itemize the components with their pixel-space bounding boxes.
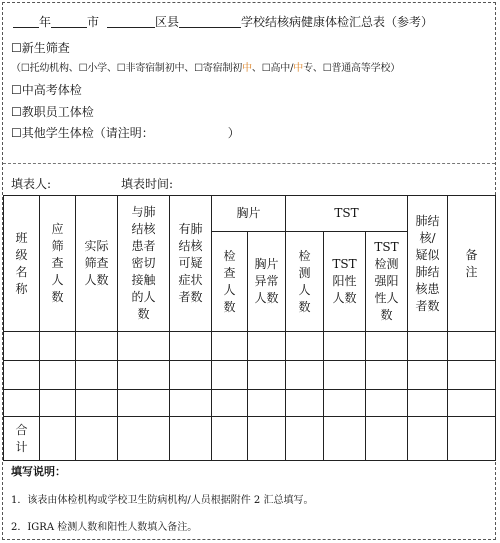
- checkbox-icon[interactable]: ☐: [11, 41, 22, 55]
- table-cell[interactable]: [286, 390, 324, 417]
- city-blank[interactable]: [51, 15, 87, 28]
- header-tst-positive: [324, 232, 366, 332]
- total-label: 合计: [15, 422, 28, 454]
- table-cell[interactable]: [40, 361, 76, 390]
- sub-option-senior-c: 专、: [303, 63, 323, 74]
- header-actual-screen: [76, 196, 118, 332]
- checkbox-icon[interactable]: ☐: [322, 63, 332, 74]
- table-cell[interactable]: [212, 332, 248, 361]
- table-cell[interactable]: [286, 417, 324, 461]
- instruction-item: 2．IGRA 检测人数和阳性人数填入备注。: [11, 522, 198, 533]
- header-tst-strong: [366, 232, 408, 332]
- summary-form: [2, 2, 496, 540]
- school-blank[interactable]: [179, 15, 241, 28]
- table-cell[interactable]: [324, 417, 366, 461]
- table-cell[interactable]: [170, 390, 212, 417]
- option-exam-check[interactable]: [11, 81, 82, 98]
- year-suffix: 年: [39, 15, 52, 29]
- district-suffix: 区县: [155, 15, 180, 29]
- district-blank[interactable]: [107, 15, 155, 28]
- table-cell[interactable]: [118, 332, 170, 361]
- table-cell[interactable]: [76, 417, 118, 461]
- option-close: ）: [227, 126, 240, 140]
- instructions-title: 填写说明：: [11, 465, 66, 478]
- filler-time: [121, 175, 173, 192]
- checkbox-icon[interactable]: ☐: [20, 63, 30, 74]
- table-cell[interactable]: [212, 390, 248, 417]
- header-notes: [448, 196, 496, 332]
- checkbox-icon[interactable]: ☐: [194, 63, 203, 74]
- summary-table: [3, 195, 496, 461]
- table-cell[interactable]: [366, 390, 408, 417]
- option-staff-check[interactable]: [11, 103, 94, 120]
- table-cell[interactable]: [4, 361, 40, 390]
- header-text: 备注: [465, 247, 478, 279]
- total-label-cell: [4, 417, 40, 461]
- table-cell[interactable]: [324, 332, 366, 361]
- table-cell[interactable]: [118, 390, 170, 417]
- table-cell[interactable]: [448, 390, 496, 417]
- header-tb-patients: [408, 196, 448, 332]
- option-label: 教职员工体检: [21, 105, 94, 119]
- checkbox-icon[interactable]: ☐: [261, 63, 271, 74]
- sub-option-college: 普通高等学校）: [331, 63, 401, 74]
- table-cell[interactable]: [118, 361, 170, 390]
- table-cell[interactable]: [4, 332, 40, 361]
- header-tst: [286, 196, 408, 232]
- instruction-item: 1．该表由体检机构或学校卫生防病机构/人员根据附件 2 汇总填写。: [11, 495, 314, 506]
- header-text: 检测强阳性人数: [374, 257, 399, 322]
- table-cell[interactable]: [324, 390, 366, 417]
- table-cell[interactable]: [366, 417, 408, 461]
- table-cell[interactable]: [40, 390, 76, 417]
- table-row: [4, 361, 496, 390]
- table-cell[interactable]: [286, 332, 324, 361]
- header-class-name: [4, 196, 40, 332]
- table-cell[interactable]: [118, 417, 170, 461]
- header-tst-tested: [286, 232, 324, 332]
- header-text: 班级名称: [15, 230, 28, 296]
- sub-option-senior-a: 高中/: [270, 63, 294, 74]
- header-text: 应筛查人数: [51, 222, 64, 304]
- total-row: [4, 417, 496, 461]
- table-cell[interactable]: [40, 417, 76, 461]
- table-cell[interactable]: [286, 361, 324, 390]
- header-suspected: [170, 196, 212, 332]
- header-text: TST: [374, 240, 399, 254]
- header-should-screen: [40, 196, 76, 332]
- table-cell[interactable]: [448, 417, 496, 461]
- table-cell[interactable]: [248, 332, 286, 361]
- table-cell[interactable]: [170, 332, 212, 361]
- table-cell[interactable]: [248, 390, 286, 417]
- table-cell[interactable]: [248, 361, 286, 390]
- header-chest-xray: [212, 196, 286, 232]
- sub-option-board-b: 中: [242, 63, 252, 74]
- table-cell[interactable]: [408, 417, 448, 461]
- header-text: 检查人数: [223, 248, 236, 314]
- table-cell[interactable]: [212, 361, 248, 390]
- sub-option-nonboard-b: 中、: [174, 63, 195, 74]
- table-cell[interactable]: [212, 417, 248, 461]
- newborn-sub-options: [11, 59, 400, 74]
- checkbox-icon[interactable]: ☐: [11, 126, 22, 140]
- filler-time-label: 填表时间:: [121, 177, 174, 191]
- option-label: 其他学生体检（请注明：: [21, 126, 154, 140]
- header-text: 胸片: [236, 206, 261, 220]
- header-text: 肺结核/疑似肺结核患者数: [415, 213, 440, 313]
- table-cell[interactable]: [76, 332, 118, 361]
- sub-option-childcare: 托幼机构、: [29, 63, 79, 74]
- header-xray-abnormal: [248, 232, 286, 332]
- table-cell[interactable]: [408, 361, 448, 390]
- sub-option-nonboard-a: 非寄宿制初: [125, 63, 175, 74]
- table-cell[interactable]: [366, 361, 408, 390]
- table-cell[interactable]: [448, 361, 496, 390]
- sub-option-primary: 小学、: [87, 63, 117, 74]
- table-cell[interactable]: [448, 332, 496, 361]
- table-row: [4, 332, 496, 361]
- city-suffix: 市: [87, 15, 100, 29]
- header-text: 阳性人数: [332, 274, 357, 305]
- table-cell[interactable]: [408, 390, 448, 417]
- sub-option-board-c: 、: [251, 63, 262, 74]
- header-xray-checked: [212, 232, 248, 332]
- header-text: 与肺结核患者密切接触的人数: [131, 205, 156, 321]
- option-newborn-screening[interactable]: [11, 39, 70, 56]
- header-text: 胸片异常人数: [254, 257, 279, 305]
- table-cell[interactable]: [366, 332, 408, 361]
- option-label: 新生筛查: [21, 41, 70, 55]
- form-title: [13, 13, 433, 30]
- header-text: 有肺结核可疑症状者数: [178, 222, 203, 304]
- header-text: TST: [334, 206, 359, 220]
- sub-option-senior-b: 中: [293, 63, 304, 74]
- table-cell[interactable]: [170, 417, 212, 461]
- filler-person-label: 填表人:: [11, 177, 52, 191]
- header-text: 检测人数: [298, 248, 311, 314]
- checkbox-icon[interactable]: ☐: [11, 83, 22, 97]
- table-cell[interactable]: [40, 332, 76, 361]
- year-blank[interactable]: [13, 15, 39, 28]
- header-text: TST: [332, 257, 357, 271]
- section-divider: [3, 163, 495, 164]
- table-row: [4, 390, 496, 417]
- checkbox-icon[interactable]: ☐: [11, 105, 22, 119]
- table-cell[interactable]: [324, 361, 366, 390]
- header-text: 实际筛查人数: [84, 239, 109, 287]
- table-cell[interactable]: [4, 390, 40, 417]
- filler-person: [11, 175, 51, 192]
- title-main: 学校结核病健康体检汇总表（参考）: [241, 15, 434, 29]
- table-cell[interactable]: [248, 417, 286, 461]
- table-cell[interactable]: [76, 361, 118, 390]
- header-close-contacts: [118, 196, 170, 332]
- option-label: 中高考体检: [21, 83, 82, 97]
- paren: （: [11, 63, 21, 74]
- checkbox-icon[interactable]: ☐: [78, 63, 88, 74]
- option-other-check[interactable]: [11, 124, 240, 141]
- sub-option-board-a: 寄宿制初: [202, 63, 243, 74]
- table-cell[interactable]: [170, 361, 212, 390]
- table-cell[interactable]: [76, 390, 118, 417]
- checkbox-icon[interactable]: ☐: [116, 63, 126, 74]
- table-cell[interactable]: [408, 332, 448, 361]
